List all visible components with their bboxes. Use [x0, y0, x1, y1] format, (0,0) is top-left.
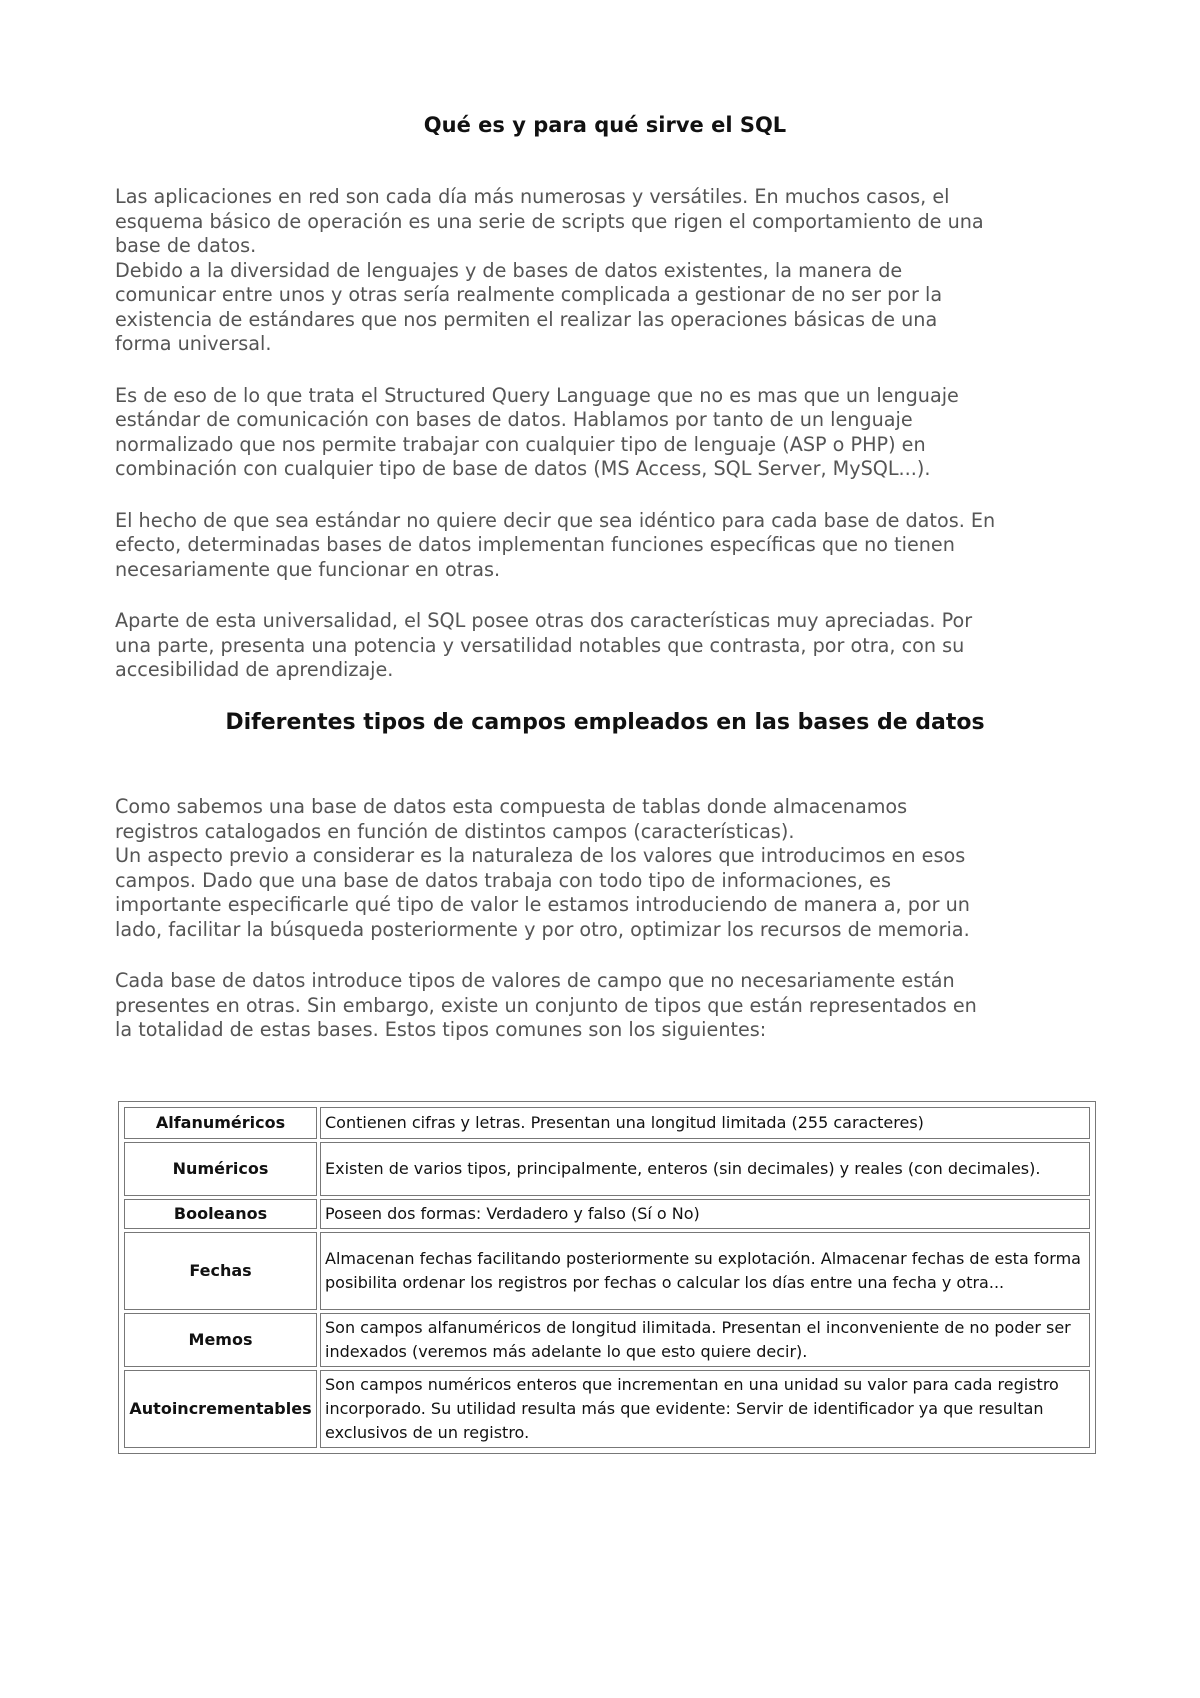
- type-description-cell: Son campos numéricos enteros que incrementan en una unidad su valor para cada registro incorporado. Su utilidad resulta más que evidente: Servir de identificador ya que resultan exclusivos de un registro.: [320, 1370, 1090, 1448]
- table-row: [124, 1232, 1090, 1310]
- type-description-cell: Poseen dos formas: Verdadero y falso (Sí o No): [320, 1199, 1090, 1229]
- document-page: [115, 112, 1095, 1454]
- type-description-cell: Son campos alfanuméricos de longitud ilimitada. Presentan el inconveniente de no poder ser indexados (veremos más adelante lo que esto quiere decir).: [320, 1313, 1090, 1367]
- section-title-field-types: Diferentes tipos de campos empleados en las bases de datos: [225, 709, 985, 735]
- table-row: [124, 1142, 1090, 1196]
- table-row: [124, 1107, 1090, 1139]
- type-description-cell: Almacenan fechas facilitando posteriormente su explotación. Almacenar fechas de esta forma posibilita ordenar los registros por fechas o calcular los días entre una fecha y otra...: [320, 1232, 1090, 1310]
- table-row: [124, 1370, 1090, 1448]
- type-name-cell: Memos: [124, 1313, 317, 1367]
- paragraph: Como sabemos una base de datos esta compuesta de tablas donde almacenamos registros catalogados en función de distintos campos (características). Un aspecto previo a considerar es la naturaleza de los valores que introducimos en esos campos. Dado que una base de datos trabaja con todo tipo de informaciones, es importante especificarle qué tipo de valor le estamos introduciendo de manera a, por un lado, facilitar la búsqueda posteriormente y por otro, optimizar los recursos de memoria.: [115, 795, 970, 941]
- paragraph: El hecho de que sea estándar no quiere decir que sea idéntico para cada base de datos. En efecto, determinadas bases de datos implementan funciones específicas que no tienen necesariamente que funcionar en otras.: [115, 508, 996, 581]
- type-name-cell: Alfanuméricos: [124, 1107, 317, 1139]
- paragraph: Es de eso de lo que trata el Structured Query Language que no es mas que un lenguaje estándar de comunicación con bases de datos. Hablamos por tanto de un lenguaje normalizado que nos permite trabajar con cualquier tipo de lenguaje (ASP o PHP) en combinación con cualquier tipo de base de datos (MS Access, SQL Server, MySQL...).: [115, 383, 959, 481]
- table-row: [124, 1199, 1090, 1229]
- field-types-table-frame: [118, 1101, 1096, 1454]
- type-name-cell: Numéricos: [124, 1142, 317, 1196]
- type-description-cell: Contienen cifras y letras. Presentan una longitud limitada (255 caracteres): [320, 1107, 1090, 1139]
- field-types-table: [121, 1104, 1093, 1451]
- type-description-cell: Existen de varios tipos, principalmente, enteros (sin decimales) y reales (con decimales).: [320, 1142, 1090, 1196]
- type-name-cell: Fechas: [124, 1232, 317, 1310]
- paragraph: Las aplicaciones en red son cada día más numerosas y versátiles. En muchos casos, el esquema básico de operación es una serie de scripts que rigen el comportamiento de una base de datos. Debido a la diversidad de lenguajes y de bases de datos existentes, la manera de comunicar entre unos y otras sería realmente complicada a gestionar de no ser por la existencia de estándares que nos permiten el realizar las operaciones básicas de una forma universal.: [115, 185, 984, 356]
- paragraph: Cada base de datos introduce tipos de valores de campo que no necesariamente están presentes en otras. Sin embargo, existe un conjunto de tipos que están representados en la totalidad de estas bases. Estos tipos comunes son los siguientes:: [115, 969, 977, 1042]
- section-title-sql: Qué es y para qué sirve el SQL: [423, 113, 787, 137]
- paragraph: Aparte de esta universalidad, el SQL posee otras dos características muy apreciadas. Por una parte, presenta una potencia y versatilidad notables que contrasta, por otra, con su accesibilidad de aprendizaje.: [115, 609, 973, 682]
- table-row: [124, 1313, 1090, 1367]
- type-name-cell: Booleanos: [124, 1199, 317, 1229]
- type-name-cell: Autoincrementables: [124, 1370, 317, 1448]
